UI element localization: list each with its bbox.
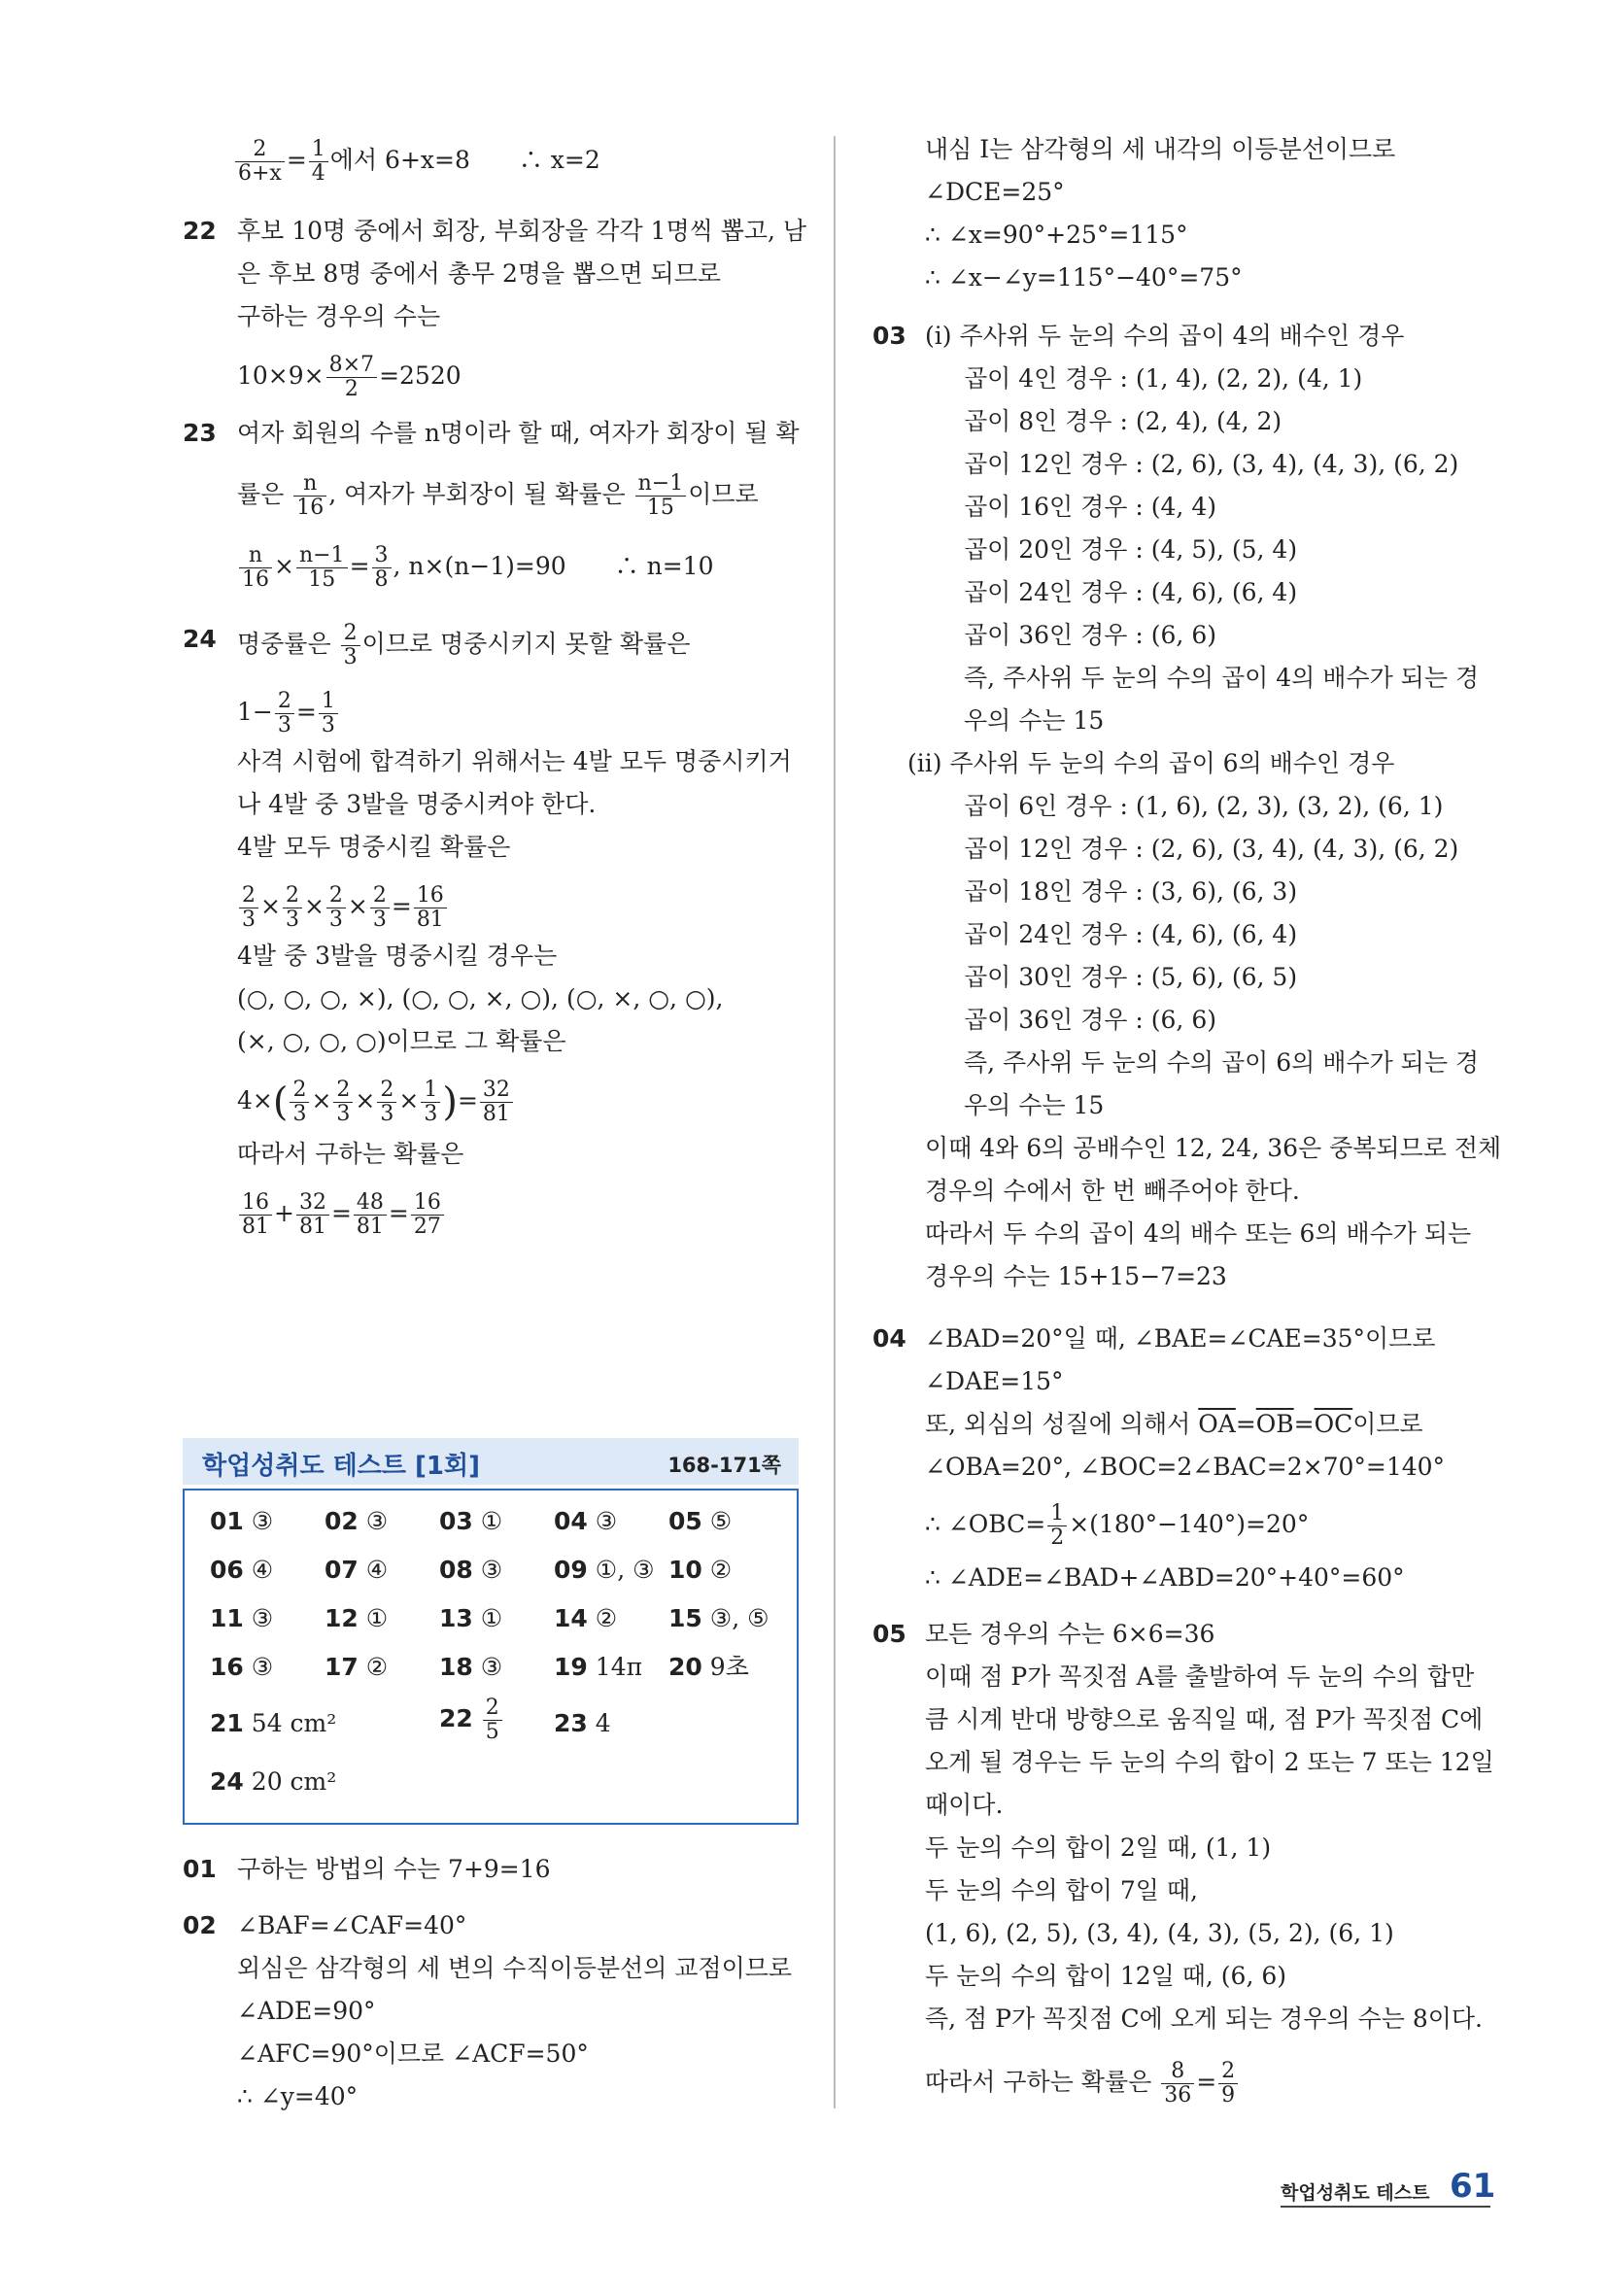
q03-line: 곱이 24인 경우 : (4, 6), (6, 4)	[964, 578, 1298, 606]
q22-line: 구하는 경우의 수는	[237, 302, 441, 330]
answer-item: 15 ③, ⑤	[668, 1604, 769, 1632]
q03-case-heading: (ⅰ) 주사위 두 눈의 수의 곱이 4의 배수인 경우	[925, 322, 1405, 350]
q22-calc: 10×9× $\frac{8\times 7}{2}$ =2520	[237, 353, 462, 401]
q03-line: 곱이 20인 경우 : (4, 5), (5, 4)	[964, 535, 1298, 564]
q03-line: 곱이 16인 경우 : (4, 4)	[964, 493, 1216, 521]
answer-item: 04 ③	[554, 1507, 618, 1535]
q24-line: 4발 모두 명중시킬 확률은	[237, 833, 511, 861]
fraction: $\frac{2}{3}$	[341, 622, 360, 669]
answer-item: 01 ③	[210, 1507, 274, 1535]
q21-tail: $\frac{2}{6+x}$ = $\frac{1}{4}$ 에서 6+x=8 ∴ x=2	[233, 138, 600, 186]
q02-line: ∠BAF=∠CAF=40°	[237, 1911, 467, 1939]
q03-line: 곱이 6인 경우 : (1, 6), (2, 3), (3, 2), (6, 1)	[964, 792, 1444, 820]
footer-section-label: 학업성취도 테스트	[1281, 2182, 1430, 2204]
q02-line: ∠ADE=90°	[237, 1997, 376, 2025]
q24-line: 나 4발 중 3발을 명중시켜야 한다.	[237, 790, 597, 818]
q24-line: (×, ○, ○, ○)이므로 그 확률은	[237, 1027, 566, 1055]
q02-line: ∴ ∠y=40°	[237, 2082, 359, 2110]
q22-line: 후보 10명 중에서 회장, 부회장을 각각 1명씩 뽑고, 남	[237, 217, 807, 245]
q03-line: 즉, 주사위 두 눈의 수의 곱이 4의 배수가 되는 경	[964, 664, 1480, 692]
q03-line: 곱이 12인 경우 : (2, 6), (3, 4), (4, 3), (6, 2)	[964, 450, 1459, 478]
q04-line: ∠DAE=15°	[925, 1367, 1064, 1395]
answer-item: 24 20 cm²	[210, 1767, 337, 1796]
q03-line: 곱이 8인 경우 : (2, 4), (4, 2)	[964, 407, 1282, 435]
answer-item: 13 ①	[439, 1604, 503, 1632]
q02-continued-line: ∴ ∠x−∠y=115°−40°=75°	[925, 263, 1243, 291]
fraction: $\frac{16}{81}$	[414, 884, 447, 932]
problem-number: 02	[183, 1911, 217, 1939]
answer-item: 12 ①	[325, 1604, 389, 1632]
q05-line: 이때 점 P가 꼭짓점 A를 출발하여 두 눈의 수의 합만	[925, 1662, 1475, 1691]
answer-item: 05 ⑤	[668, 1507, 733, 1535]
answer-item: 08 ③	[439, 1556, 503, 1584]
fraction: $\frac{2}{3}$	[283, 884, 302, 932]
q24-line: 4발 중 3발을 명중시킬 경우는	[237, 942, 558, 970]
q03-line: 우의 수는 15	[964, 706, 1105, 735]
q03-case-heading: (ⅱ) 주사위 두 눈의 수의 곱이 6의 배수인 경우	[907, 749, 1395, 777]
q05-line: 때이다.	[925, 1791, 1004, 1819]
q05-line: 따라서 구하는 확률은 $\frac{8}{36}$ = $\frac{2}{9}$	[925, 2060, 1240, 2108]
answer-item: 03 ①	[439, 1507, 503, 1535]
q04-line: ∴ ∠OBC= $\frac{1}{2}$ ×(180°−140°)=20°	[925, 1501, 1310, 1550]
answer-item: 07 ④	[325, 1556, 389, 1584]
q02-continued-line: 내심 I는 삼각형의 세 내각의 이등분선이므로	[925, 135, 1396, 163]
fraction: $\frac{2}{3}$	[333, 1079, 353, 1126]
q04-line: ∴ ∠ADE=∠BAD+∠ABD=20°+40°=60°	[925, 1563, 1405, 1592]
q02-line: ∠AFC=90°이므로 ∠ACF=50°	[237, 2039, 589, 2068]
q24-line: 따라서 구하는 확률은	[237, 1140, 464, 1168]
q05-line: 모든 경우의 수는 6×6=36	[925, 1620, 1215, 1648]
fraction: $\frac{32}{81}$	[296, 1191, 329, 1239]
answer-item: 14 ②	[554, 1604, 618, 1632]
fraction: $\frac{n-1}{15}$	[296, 544, 348, 592]
answer-key-box	[183, 1438, 799, 1825]
q24-line: 사격 시험에 합격하기 위해서는 4발 모두 명중시키거	[237, 747, 792, 775]
q04-line: ∠BAD=20°일 때, ∠BAE=∠CAE=35°이므로	[925, 1324, 1436, 1353]
problem-number: 23	[183, 419, 217, 447]
answer-item: 06 ④	[210, 1556, 274, 1584]
q03-line: 곱이 24인 경우 : (4, 6), (6, 4)	[964, 920, 1298, 948]
q22-line: 은 후보 8명 중에서 총무 2명을 뽑으면 되므로	[237, 259, 721, 288]
q03-line: 경우의 수는 15+15−7=23	[925, 1262, 1227, 1290]
q02-continued-line: ∠DCE=25°	[925, 178, 1065, 206]
page-number: 61	[1450, 2167, 1496, 2206]
q03-line: 이때 4와 6의 공배수인 12, 24, 36은 중복되므로 전체	[925, 1134, 1502, 1162]
answer-item: 11 ③	[210, 1604, 274, 1632]
fraction: $\frac{1}{3}$	[319, 690, 338, 737]
q23-calc: $\frac{n}{16}$ × $\frac{n-1}{15}$ = $\frac{3}{8}$ , n×(n−1)=90 ∴ n=10	[237, 544, 713, 592]
q01-line: 구하는 방법의 수는 7+9=16	[237, 1855, 551, 1883]
answer-item: 10 ②	[668, 1556, 733, 1584]
fraction: $\frac{2}{9}$	[1218, 2060, 1238, 2108]
answer-item: 22 $\frac{2}{5}$	[439, 1696, 504, 1744]
q03-line: 경우의 수에서 한 번 빼주어야 한다.	[925, 1177, 1300, 1205]
q03-line: 곱이 30인 경우 : (5, 6), (6, 5)	[964, 963, 1298, 991]
q05-line: 큼 시계 반대 방향으로 움직일 때, 점 P가 꼭짓점 C에	[925, 1705, 1484, 1733]
answer-item: 21 54 cm²	[210, 1709, 337, 1737]
q03-line: 곱이 36인 경우 : (6, 6)	[964, 1006, 1216, 1034]
fraction: $\frac{1}{2}$	[1047, 1502, 1067, 1550]
fraction: $\frac{2}{3}$	[290, 1079, 309, 1126]
problem-number: 03	[872, 322, 906, 350]
q03-line: 따라서 두 수의 곱이 4의 배수 또는 6의 배수가 되는	[925, 1219, 1472, 1248]
problem-number: 05	[872, 1620, 906, 1648]
answer-key-grid	[183, 1489, 799, 1825]
q03-line: 곱이 4인 경우 : (1, 4), (2, 2), (4, 1)	[964, 364, 1363, 393]
q23-line: 여자 회원의 수를 n명이라 할 때, 여자가 회장이 될 확	[237, 419, 800, 447]
fraction: $\frac{48}{81}$	[354, 1191, 387, 1239]
q24-calc: 1− $\frac{2}{3}$ = $\frac{1}{3}$	[237, 690, 340, 737]
fraction: $\frac{2}{6+x}$	[235, 138, 285, 186]
problem-number: 24	[183, 625, 217, 653]
fraction: $\frac{16}{27}$	[411, 1191, 444, 1239]
q24-line: (○, ○, ○, ×), (○, ○, ×, ○), (○, ×, ○, ○),	[237, 984, 724, 1012]
fraction: $\frac{2}{3}$	[239, 884, 258, 932]
q23-line: 률은 $\frac{n}{16}$ , 여자가 부회장이 될 확률은 $\frac{n-1}{15}$ 이므로	[237, 471, 759, 520]
fraction: $\frac{1}{4}$	[309, 138, 328, 186]
fraction: $\frac{2}{5}$	[483, 1696, 502, 1744]
answer-item: 02 ③	[325, 1507, 389, 1535]
footer-rule	[1281, 2206, 1490, 2208]
fraction: $\frac{16}{81}$	[239, 1191, 272, 1239]
fraction: $\frac{8\times 7}{2}$	[326, 354, 377, 401]
problem-number: 01	[183, 1855, 217, 1883]
q04-line: 또, 외심의 성질에 의해서 $\overline{OA}=\overline{OB}=\overline{OC}$이므로	[925, 1410, 1423, 1438]
problem-number: 22	[183, 217, 217, 245]
fraction: $\frac{32}{81}$	[480, 1079, 513, 1126]
fraction: $\frac{n}{16}$	[239, 544, 272, 592]
q03-line: 즉, 주사위 두 눈의 수의 곱이 6의 배수가 되는 경	[964, 1048, 1480, 1077]
q05-line: 두 눈의 수의 합이 12일 때, (6, 6)	[925, 1962, 1287, 1990]
q05-line: (1, 6), (2, 5), (3, 4), (4, 3), (5, 2), (6, 1)	[925, 1919, 1394, 1947]
q03-line: 곱이 36인 경우 : (6, 6)	[964, 621, 1216, 649]
column-divider	[834, 136, 836, 2108]
answer-item: 09 ①, ③	[554, 1556, 655, 1584]
fraction: $\frac{2}{3}$	[275, 690, 294, 737]
answer-item: 18 ③	[439, 1653, 503, 1681]
q05-line: 즉, 점 P가 꼭짓점 C에 오게 되는 경우의 수는 8이다.	[925, 2005, 1483, 2033]
answer-item: 19 14π	[554, 1653, 643, 1681]
fraction: $\frac{8}{36}$	[1161, 2060, 1194, 2108]
fraction: $\frac{3}{8}$	[372, 544, 392, 592]
answer-item: 16 ③	[210, 1653, 274, 1681]
q05-line: 두 눈의 수의 합이 7일 때,	[925, 1876, 1198, 1904]
answer-key-header	[183, 1438, 799, 1485]
fraction: $\frac{2}{3}$	[377, 1079, 396, 1126]
q03-line: 곱이 12인 경우 : (2, 6), (3, 4), (4, 3), (6, 2)	[964, 835, 1459, 863]
q24-calc: $\frac{2}{3}$ × $\frac{2}{3}$ × $\frac{2}{3}$ × $\frac{2}{3}$ = $\frac{16}{81}$	[237, 884, 449, 932]
q05-line: 오게 될 경우는 두 눈의 수의 합이 2 또는 7 또는 12일	[925, 1748, 1494, 1776]
fraction: $\frac{2}{3}$	[326, 884, 346, 932]
q04-line: ∠OBA=20°, ∠BOC=2∠BAC=2×70°=140°	[925, 1453, 1446, 1481]
answer-key-title: 학업성취도 테스트 [1회]	[202, 1452, 481, 1481]
answer-key-pages: 168-171쪽	[667, 1454, 781, 1477]
q24-calc: 4×( $\frac{2}{3}$ × $\frac{2}{3}$ × $\frac{2}{3}$ × $\frac{1}{3}$ )= $\frac{32}{81}$	[237, 1079, 515, 1126]
q02-line: 외심은 삼각형의 세 변의 수직이등분선의 교점이므로	[237, 1954, 793, 1982]
fraction: $\frac{2}{3}$	[370, 884, 390, 932]
q03-line: 곱이 18인 경우 : (3, 6), (6, 3)	[964, 877, 1298, 906]
fraction: $\frac{n-1}{15}$	[635, 472, 687, 520]
fraction: $\frac{1}{3}$	[421, 1079, 440, 1126]
q03-line: 우의 수는 15	[964, 1091, 1105, 1119]
answer-item: 20 9초	[668, 1653, 749, 1681]
q05-line: 두 눈의 수의 합이 2일 때, (1, 1)	[925, 1833, 1272, 1862]
problem-number: 04	[872, 1324, 906, 1353]
answer-item: 17 ②	[325, 1653, 389, 1681]
q02-continued-line: ∴ ∠x=90°+25°=115°	[925, 221, 1188, 249]
q24-line: 명중률은 $\frac{2}{3}$ 이므로 명중시키지 못할 확률은	[237, 621, 691, 669]
fraction: $\frac{n}{16}$	[293, 472, 326, 520]
answer-item: 23 4	[554, 1709, 611, 1737]
q24-calc: $\frac{16}{81}$ + $\frac{32}{81}$ = $\frac{48}{81}$ = $\frac{16}{27}$	[237, 1191, 446, 1239]
